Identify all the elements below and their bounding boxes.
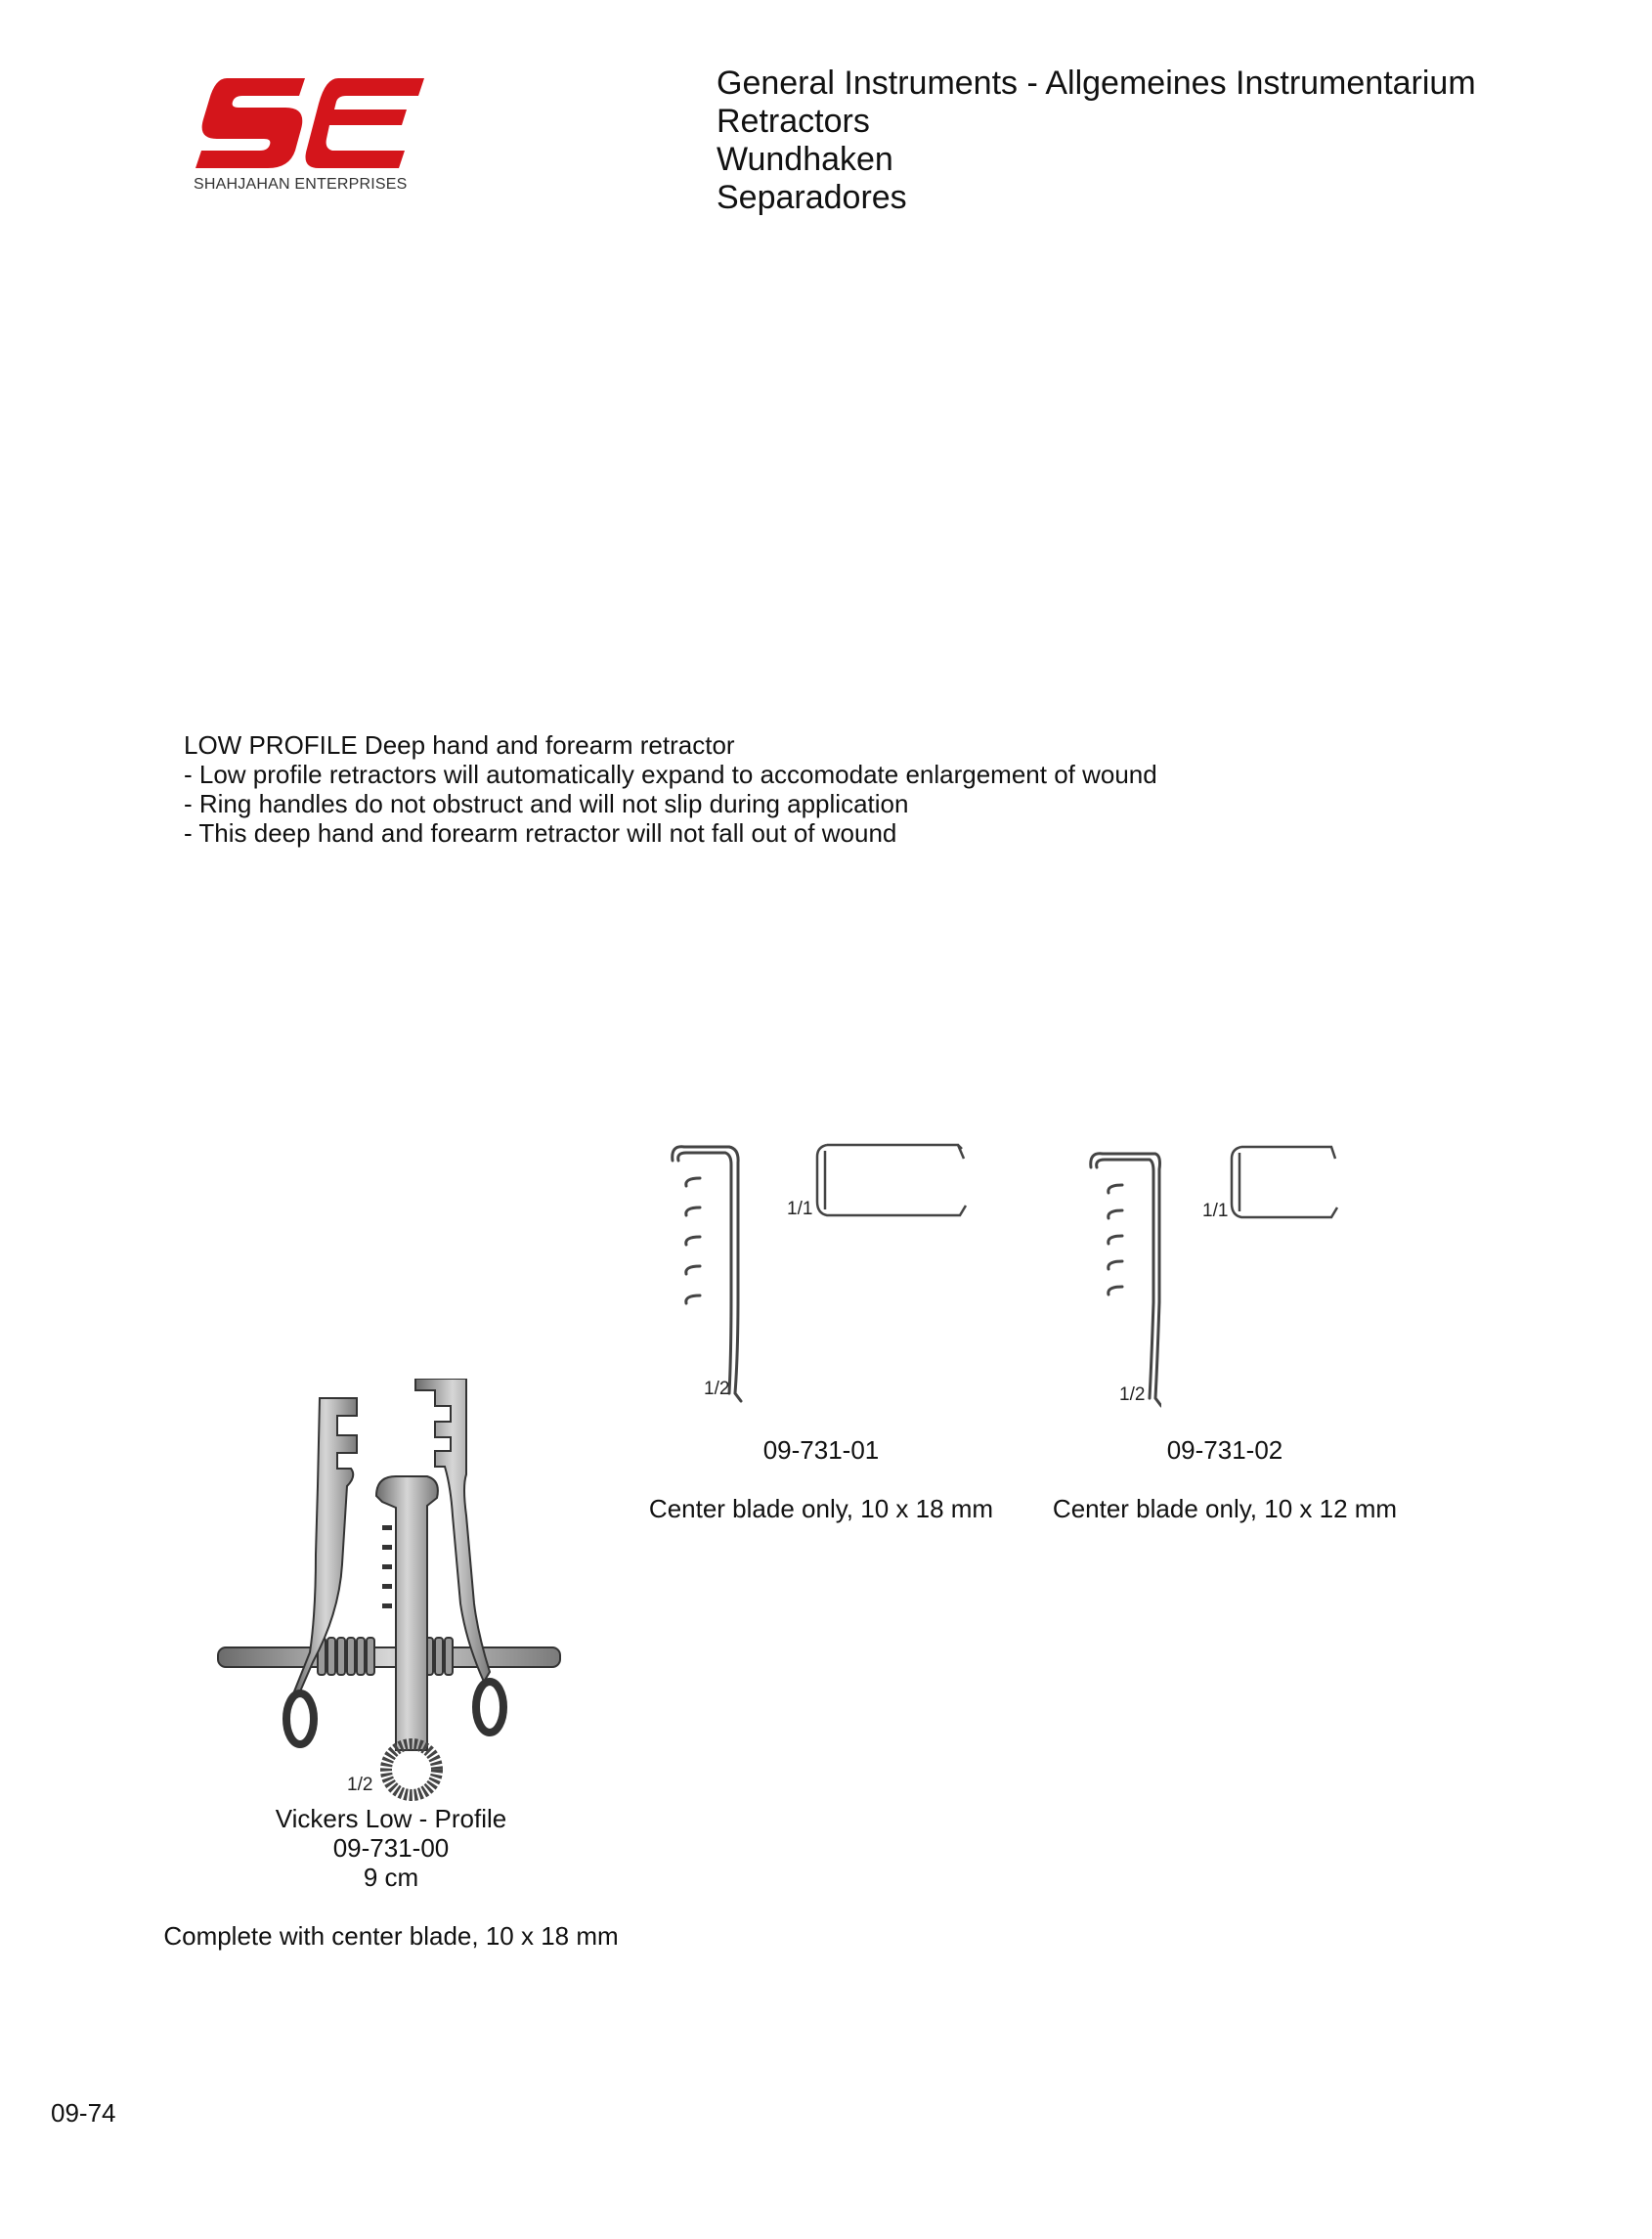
product-description bbox=[184, 730, 1157, 848]
product-code: 09-731-01 bbox=[762, 1435, 880, 1465]
product-code: 09-731-02 bbox=[1166, 1435, 1283, 1465]
header-title-de: Wundhaken bbox=[717, 141, 893, 178]
header-title-es: Separadores bbox=[717, 179, 907, 216]
scale-label: 1/2 bbox=[1119, 1384, 1146, 1405]
product-note: Complete with center blade, 10 x 18 mm bbox=[163, 1921, 619, 1951]
product-name: Vickers Low - Profile bbox=[275, 1804, 507, 1833]
product-note: Center blade only, 10 x 12 mm bbox=[1052, 1494, 1398, 1523]
product-note: Center blade only, 10 x 18 mm bbox=[648, 1494, 994, 1523]
scale-label: 1/1 bbox=[787, 1199, 813, 1219]
blade-side-view-illustration bbox=[1083, 1146, 1161, 1410]
header-category: General Instruments - Allgemeines Instrumentarium bbox=[717, 65, 1476, 102]
header-title-en: Retractors bbox=[717, 103, 870, 140]
company-logo bbox=[192, 70, 426, 198]
page-header bbox=[717, 65, 1476, 217]
blade-front-view-illustration bbox=[813, 1139, 970, 1222]
description-bullet: - Ring handles do not obstruct and will not slip during application bbox=[184, 789, 909, 818]
product-size: 9 cm bbox=[363, 1863, 419, 1892]
logo-subtitle: SHAHJAHAN ENTERPRISES bbox=[194, 176, 408, 193]
description-bullet: - Low profile retractors will automatically expand to accomodate enlargement of wound bbox=[184, 760, 1157, 789]
product-code: 09-731-00 bbox=[332, 1833, 450, 1863]
vickers-retractor-illustration bbox=[210, 1379, 562, 1809]
description-bullet: - This deep hand and forearm retractor will not fall out of wound bbox=[184, 818, 897, 848]
scale-label: 1/2 bbox=[347, 1775, 373, 1795]
se-logo-mark bbox=[192, 70, 426, 178]
description-title: LOW PROFILE Deep hand and forearm retractor bbox=[184, 730, 735, 760]
scale-label: 1/1 bbox=[1202, 1201, 1229, 1221]
blade-front-view-illustration bbox=[1228, 1141, 1340, 1225]
blade-side-view-illustration bbox=[665, 1139, 743, 1408]
scale-label: 1/2 bbox=[704, 1379, 730, 1399]
page-number: 09-74 bbox=[51, 2098, 116, 2128]
